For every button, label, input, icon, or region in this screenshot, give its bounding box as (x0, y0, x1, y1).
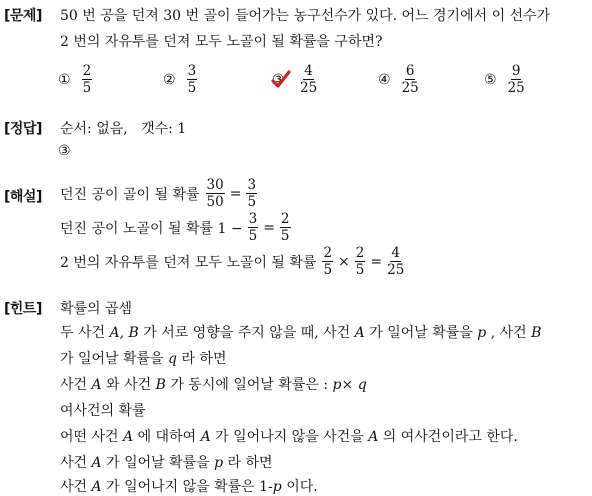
option-2-fraction (187, 64, 198, 95)
hint-line-4-g: × (341, 377, 354, 393)
hint-line-2-e: 가 일어날 확률을 (369, 325, 473, 341)
hint-line-7 (60, 452, 273, 472)
explanation-line-3-b-denominator: 5 (355, 262, 365, 279)
option-1-fraction (82, 64, 93, 95)
option-5[interactable] (484, 64, 527, 95)
hint-line-4-c: 와 사건 (106, 377, 152, 393)
option-3-numerator: 4 (304, 63, 313, 79)
hint-line-4-h: q (357, 377, 367, 393)
option-2-numerator: 3 (187, 63, 197, 79)
hint-line-4-d: B (155, 377, 166, 393)
explanation-line-2-denominator: 5 (248, 228, 258, 245)
explanation-line-2-fraction (248, 212, 259, 243)
explanation-line-2-result-numerator: 2 (280, 211, 290, 227)
hint-line-8-d: p (272, 479, 282, 495)
hint-line-2-a: 두 사건 (60, 325, 106, 341)
hint-line-7-a: 사건 (60, 455, 88, 471)
hint-line-4-a: 사건 (60, 377, 88, 393)
explanation-line-1 (60, 178, 259, 209)
hint-line-2-c: 가 서로 영향을 주지 않을 때, 사건 (143, 325, 351, 341)
hint-line-6-c: 에 대하여 (137, 429, 197, 445)
hint-line-2-h: B (531, 325, 542, 341)
explanation-line-2-result (280, 212, 291, 243)
hint-line-7-e: 라 하면 (227, 455, 273, 471)
option-4-numerator: 6 (405, 63, 415, 79)
explanation-line-2-equals: = (263, 219, 275, 236)
explanation-line-3 (60, 246, 406, 277)
hint-line-1: 확률의 곱셈 (60, 301, 133, 317)
hint-tag: [힌트] (4, 301, 42, 317)
explanation-line-1-result-denominator: 5 (247, 194, 257, 211)
option-3-denominator: 25 (300, 80, 318, 97)
explanation-line-1-text: 던진 공이 골이 될 확률 (60, 186, 200, 203)
explanation-line-3-fraction-a (322, 246, 333, 277)
question-line-1: 50 번 공을 던져 30 번 골이 들어가는 농구선수가 있다. 어느 경기에서 이 선수가 (60, 8, 551, 24)
hint-line-6-g: 의 여사건이라고 한다. (382, 429, 518, 445)
option-3-mark: ③ (272, 71, 285, 88)
answer-line-1: 순서: 없음, 갯수: 1 (60, 121, 187, 137)
hint-line-2-d: A (354, 325, 365, 341)
hint-line-3 (60, 348, 226, 368)
hint-line-6-d: A (200, 429, 211, 445)
explanation-line-3-times: × (338, 253, 350, 270)
explanation-line-1-fraction (206, 178, 225, 209)
explanation-line-3-a-denominator: 5 (323, 262, 333, 279)
explanation-line-3-result-numerator: 4 (391, 245, 400, 261)
explanation-line-2-text: 던진 공이 노골이 될 확률 1 − (60, 220, 243, 237)
answer-line-2: ③ (58, 143, 71, 159)
hint-line-5: 여사건의 확률 (60, 403, 146, 419)
check-icon (270, 69, 292, 91)
hint-line-4-f: p (332, 377, 342, 393)
option-2-mark: ② (163, 71, 176, 88)
option-4-fraction (402, 64, 419, 95)
explanation-line-1-equals: = (229, 185, 242, 202)
explanation-line-1-result (246, 178, 257, 209)
option-1-mark: ① (58, 71, 71, 88)
hint-line-8-b: A (91, 479, 102, 495)
hint-line-6-b: A (123, 429, 134, 445)
explanation-line-2 (60, 212, 293, 243)
hint-line-8-c: 가 일어나지 않을 확률은 1- (106, 479, 273, 495)
hint-line-6 (60, 426, 518, 446)
explanation-line-3-a-numerator: 2 (323, 245, 333, 261)
option-4-mark: ④ (378, 71, 391, 88)
question-line-2: 2 번의 자유투를 던져 모두 노골이 될 확률을 구하면? (60, 34, 383, 50)
hint-line-4-b: A (91, 377, 102, 393)
explanation-line-3-result (387, 246, 404, 277)
hint-line-7-b: A (91, 455, 102, 471)
explanation-line-1-numerator: 30 (206, 177, 224, 193)
option-4[interactable] (378, 64, 421, 95)
hint-line-7-d: p (214, 455, 224, 471)
hint-line-7-c: 가 일어날 확률을 (106, 455, 210, 471)
hint-line-4-e: 가 동시에 일어날 확률은 : (170, 377, 329, 393)
option-2-denominator: 5 (187, 80, 197, 97)
explanation-line-3-b-numerator: 2 (355, 245, 365, 261)
option-1[interactable] (58, 64, 94, 95)
hint-line-2-f: p (477, 325, 487, 341)
option-5-mark: ⑤ (484, 71, 497, 88)
answer-tag: [정답] (4, 121, 42, 137)
explanation-line-2-numerator: 3 (248, 211, 258, 227)
explanation-line-2-result-denominator: 5 (280, 228, 290, 245)
explanation-line-1-denominator: 50 (206, 194, 224, 211)
option-3-fraction (300, 64, 317, 95)
hint-line-3-b: q (168, 351, 177, 367)
option-4-denominator: 25 (401, 80, 419, 97)
option-5-fraction (508, 64, 525, 95)
explanation-line-1-result-numerator: 3 (247, 177, 257, 193)
explanation-line-3-result-denominator: 25 (387, 262, 405, 279)
option-5-denominator: 25 (507, 80, 525, 97)
hint-line-6-f: A (368, 429, 379, 445)
option-5-numerator: 9 (511, 63, 521, 79)
option-3[interactable] (272, 64, 319, 95)
hint-line-8-a: 사건 (60, 479, 88, 495)
hint-line-8-e: 이다. (286, 479, 318, 495)
hint-line-6-e: 가 일어나지 않을 사건을 (215, 429, 364, 445)
option-3-check-mark (272, 72, 290, 88)
explanation-tag: [해설] (4, 189, 42, 205)
hint-line-6-a: 어떤 사건 (60, 429, 119, 445)
hint-line-4 (60, 374, 367, 394)
explanation-line-3-text: 2 번의 자유투를 던져 모두 노골이 될 확률 (60, 254, 317, 271)
option-2[interactable] (163, 64, 199, 95)
hint-line-3-a: 가 일어날 확률을 (60, 351, 164, 367)
hint-line-2 (60, 322, 541, 342)
question-tag: [문제] (4, 8, 42, 24)
hint-line-2-g: , 사건 (490, 325, 527, 341)
option-1-numerator: 2 (82, 63, 92, 79)
explanation-line-3-equals: = (370, 253, 383, 270)
hint-line-8 (60, 476, 318, 496)
explanation-line-3-fraction-b (355, 246, 366, 277)
hint-line-2-b: A, B (109, 325, 139, 341)
hint-line-3-c: 라 하면 (181, 351, 227, 367)
option-1-denominator: 5 (82, 80, 92, 97)
